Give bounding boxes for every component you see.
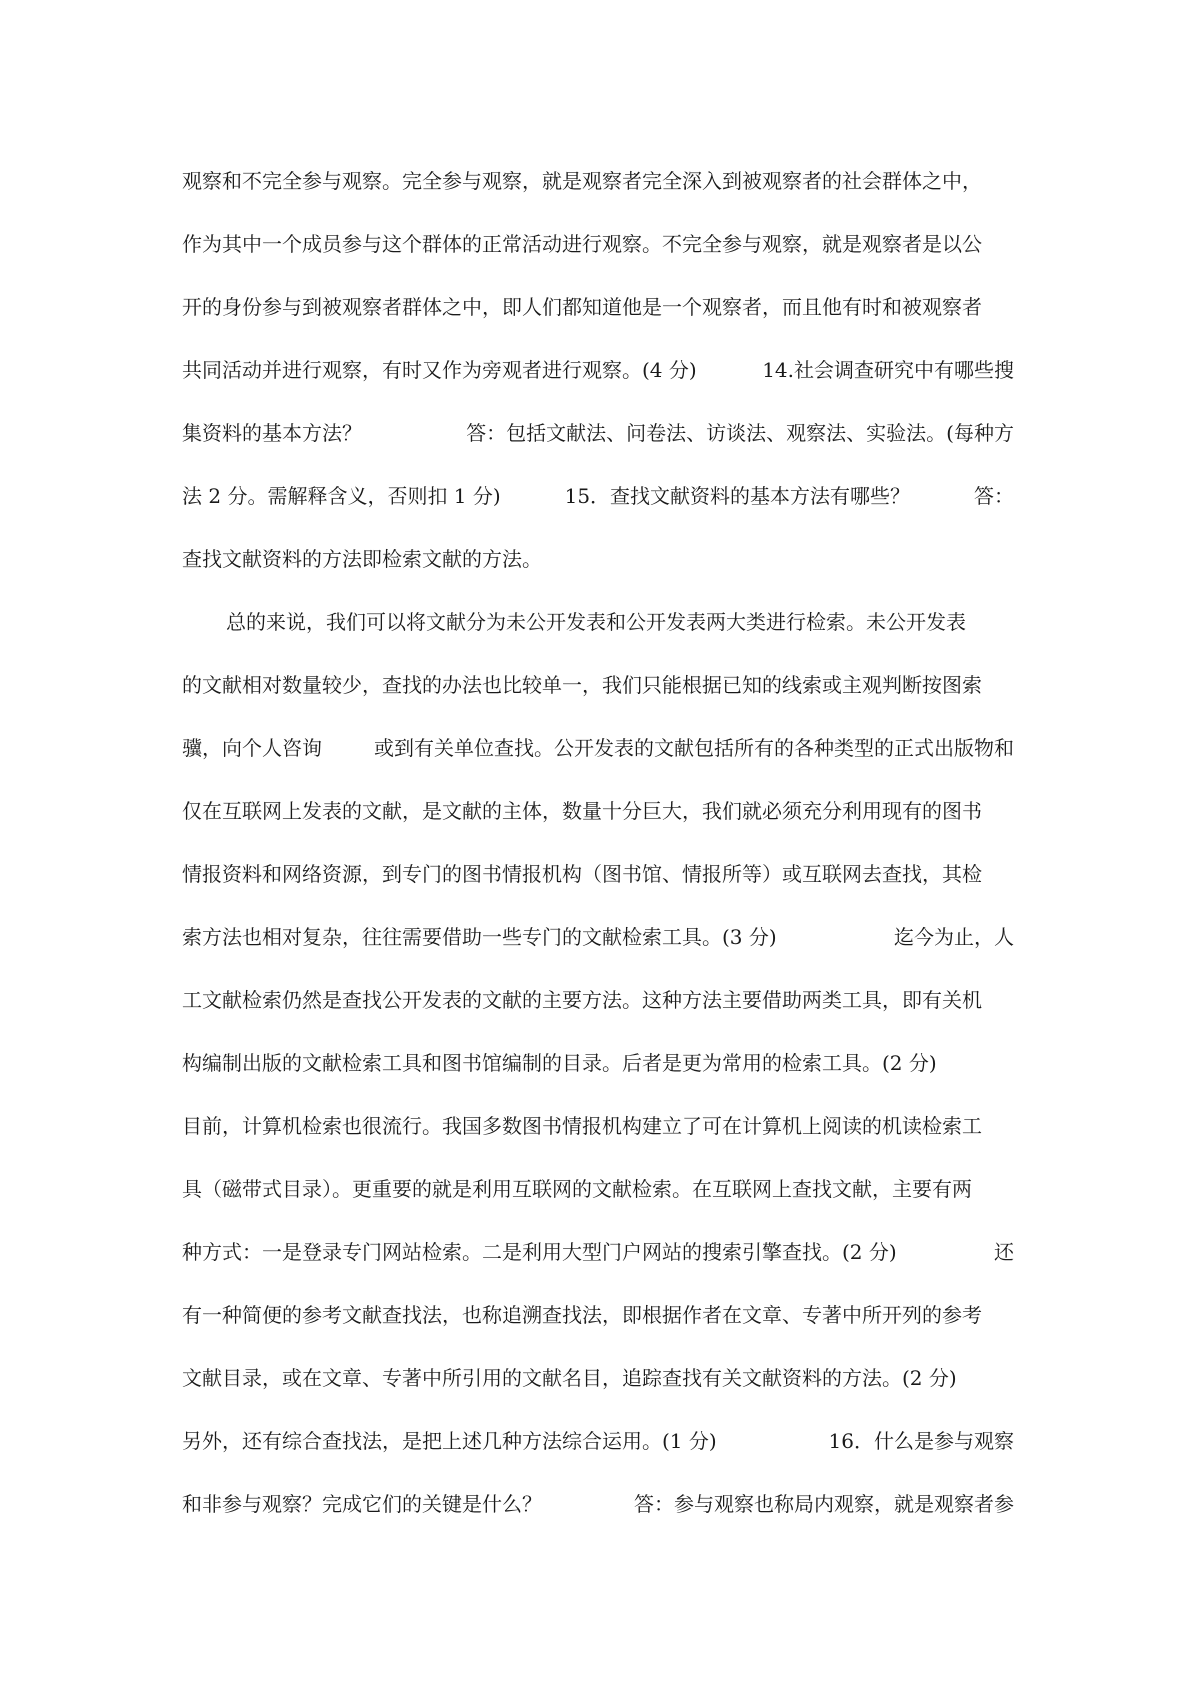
text-segment: 仅在互联网上发表的文献，是文献的主体，数量十分巨大，我们就必须充分利用现有的图书: [182, 799, 982, 823]
text-segment: 法 2 分。需解释含义，否则扣 1 分): [182, 484, 501, 508]
text-segment: 16．什么是参与观察: [828, 1429, 1014, 1453]
text-line: [182, 780, 1014, 843]
text-line: [182, 213, 1014, 276]
text-line: [182, 591, 1014, 654]
text-segment: 迄今为止，人: [894, 925, 1014, 949]
text-segment: 观察和不完全参与观察。完全参与观察，就是观察者完全深入到被观察者的社会群体之中，: [182, 169, 982, 193]
text-line: [182, 1410, 1014, 1473]
text-segment: 14.社会调查研究中有哪些搜: [762, 358, 1014, 382]
text-line: [182, 843, 1014, 906]
text-segment: 工文献检索仍然是查找公开发表的文献的主要方法。这种方法主要借助两类工具，即有关机: [182, 988, 982, 1012]
document-body: [182, 150, 1014, 1536]
text-segment: 文献目录，或在文章、专著中所引用的文献名目，追踪查找有关文献资料的方法。(2 分): [182, 1366, 957, 1390]
text-segment: 开的身份参与到被观察者群体之中，即人们都知道他是一个观察者，而且他有时和被观察者: [182, 295, 982, 319]
text-line: [182, 465, 1014, 528]
text-line: [182, 339, 1014, 402]
text-segment: 和非参与观察？完成它们的关键是什么？: [182, 1492, 542, 1516]
text-line: [182, 1284, 1014, 1347]
text-segment: 总的来说，我们可以将文献分为未公开发表和公开发表两大类进行检索。未公开发表: [226, 610, 966, 634]
text-line: [182, 906, 1014, 969]
text-segment: 构编制出版的文献检索工具和图书馆编制的目录。后者是更为常用的检索工具。(2 分): [182, 1051, 937, 1075]
text-segment: 有一种简便的参考文献查找法，也称追溯查找法，即根据作者在文章、专著中所开列的参考: [182, 1303, 982, 1327]
text-segment: 集资料的基本方法？: [182, 421, 362, 445]
text-line: [182, 276, 1014, 339]
text-segment: 答：: [973, 484, 1014, 508]
text-line: [182, 1095, 1014, 1158]
text-line: [182, 1221, 1014, 1284]
text-segment: 索方法也相对复杂，往往需要借助一些专门的文献检索工具。(3 分): [182, 925, 777, 949]
text-segment: 的文献相对数量较少，查找的办法也比较单一，我们只能根据已知的线索或主观判断按图索: [182, 673, 982, 697]
text-segment: 或到有关单位查找。公开发表的文献包括所有的各种类型的正式出版物和: [374, 736, 1014, 760]
text-line: [182, 528, 1014, 591]
text-segment: 共同活动并进行观察，有时又作为旁观者进行观察。(4 分): [182, 358, 697, 382]
text-segment: 查找文献资料的方法即检索文献的方法。: [182, 547, 542, 571]
text-segment: 骥，向个人咨询: [182, 736, 322, 760]
text-line: [182, 717, 1014, 780]
text-line: [182, 969, 1014, 1032]
text-segment: 15．查找文献资料的基本方法有哪些？: [564, 484, 911, 508]
text-segment: 目前，计算机检索也很流行。我国多数图书情报机构建立了可在计算机上阅读的机读检索工: [182, 1114, 982, 1138]
text-line: [182, 1473, 1014, 1536]
text-line: [182, 1032, 1014, 1095]
text-segment: 种方式：一是登录专门网站检索。二是利用大型门户网站的搜索引擎查找。(2 分): [182, 1240, 897, 1264]
text-line: [182, 402, 1014, 465]
text-segment: 情报资料和网络资源，到专门的图书情报机构（图书馆、情报所等）或互联网去查找，其检: [182, 862, 982, 886]
text-segment: 答：参与观察也称局内观察，就是观察者参: [634, 1492, 1014, 1516]
text-line: [182, 150, 1014, 213]
text-line: [182, 654, 1014, 717]
text-segment: 具（磁带式目录）。更重要的就是利用互联网的文献检索。在互联网上查找文献，主要有两: [182, 1177, 972, 1201]
text-segment: 作为其中一个成员参与这个群体的正常活动进行观察。不完全参与观察，就是观察者是以公: [182, 232, 982, 256]
text-line: [182, 1347, 1014, 1410]
text-segment: 还: [994, 1240, 1014, 1264]
text-line: [182, 1158, 1014, 1221]
text-segment: 另外，还有综合查找法，是把上述几种方法综合运用。(1 分): [182, 1429, 717, 1453]
text-segment: 答：包括文献法、问卷法、访谈法、观察法、实验法。(每种方: [466, 421, 1014, 445]
